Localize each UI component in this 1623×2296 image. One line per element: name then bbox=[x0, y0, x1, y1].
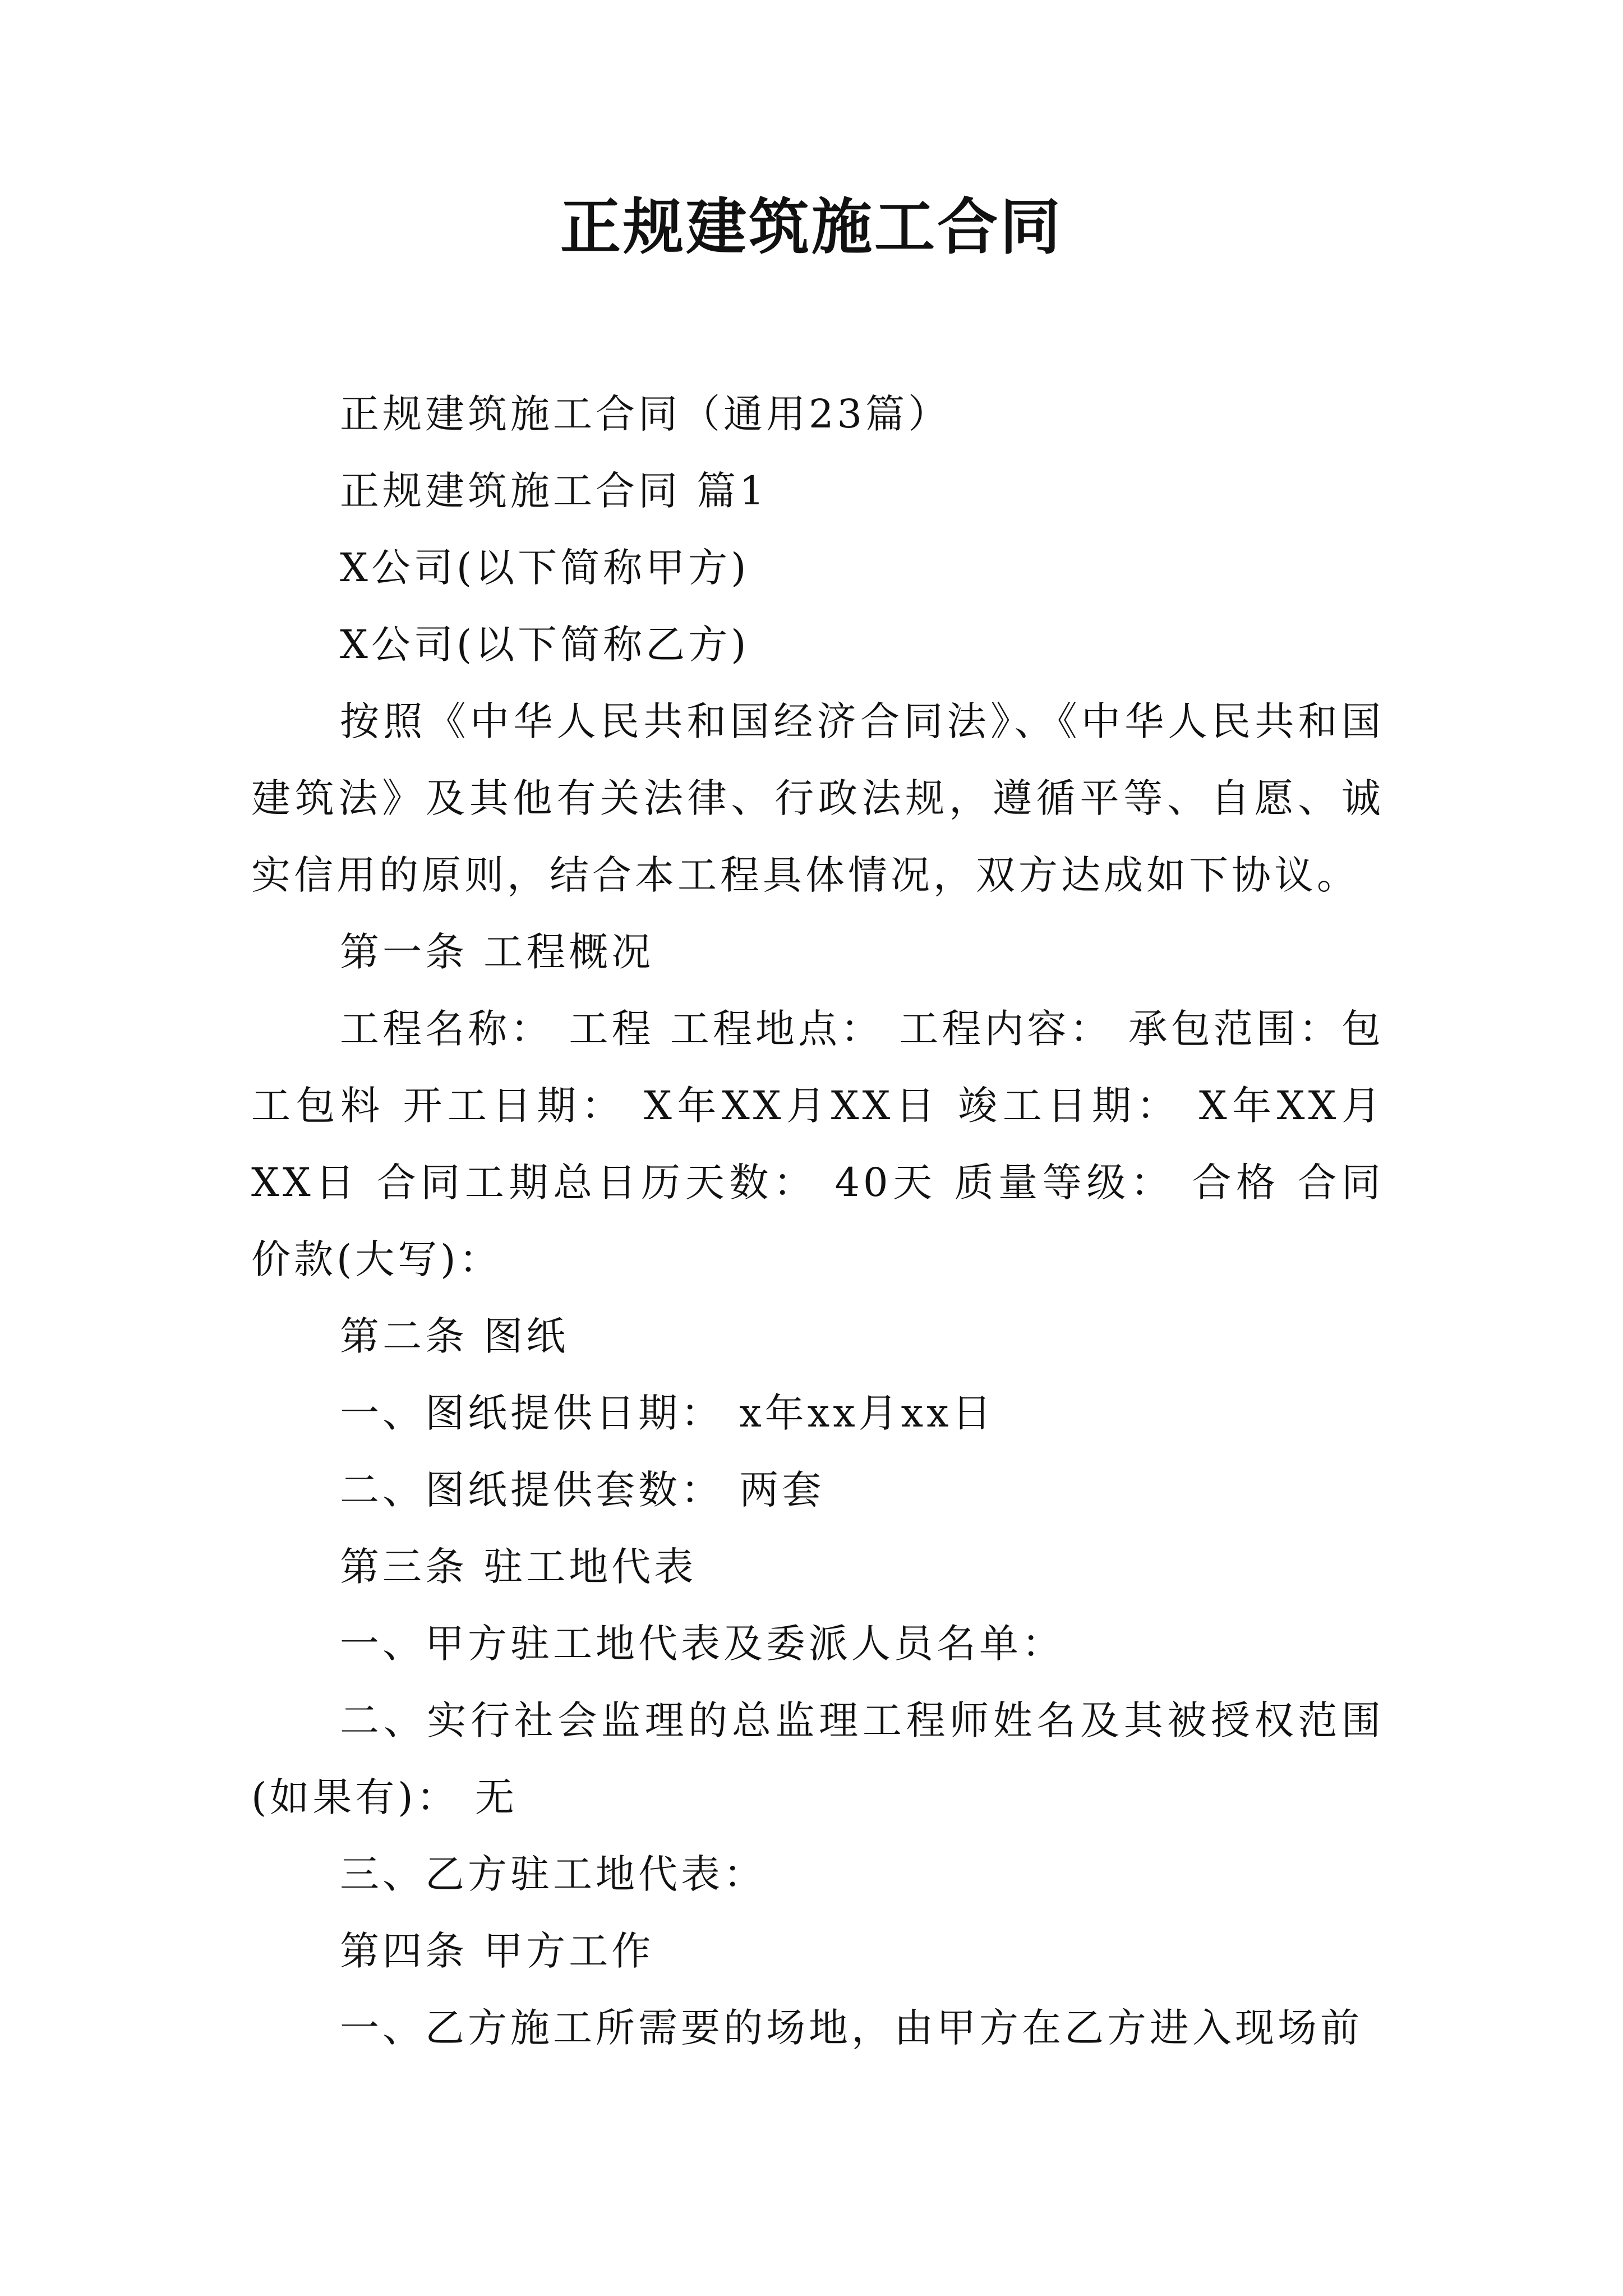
paragraph-preamble: 按照《中华人民共和国经济合同法》、《中华人民共和国建筑法》及其他有关法律、行政法规，遵循平等、自愿、诚实信用的原则，结合本工程具体情况，双方达成如下协议。 bbox=[251, 698, 1384, 898]
paragraph-party-b: X公司(以下简称乙方) bbox=[340, 622, 750, 668]
document-title: 正规建筑施工合同 bbox=[560, 192, 1063, 263]
article-4-item-1: 一、乙方施工所需要的场地，由甲方在乙方进入现场前 bbox=[340, 2005, 1363, 2051]
article-2-item-1: 一、图纸提供日期： x年xx月xx日 bbox=[340, 1390, 995, 1436]
article-2-item-2: 二、图纸提供套数： 两套 bbox=[340, 1467, 825, 1513]
article-2-heading: 第二条 图纸 bbox=[340, 1313, 569, 1359]
paragraph-chapter-heading: 正规建筑施工合同 篇1 bbox=[340, 468, 768, 514]
article-3-item-3: 三、乙方驻工地代表： bbox=[340, 1851, 766, 1897]
paragraph-collection-title: 正规建筑施工合同（通用23篇） bbox=[340, 391, 951, 437]
document-body bbox=[251, 376, 1384, 2067]
article-1-heading: 第一条 工程概况 bbox=[340, 929, 654, 975]
article-3-heading: 第三条 驻工地代表 bbox=[340, 1544, 697, 1590]
paragraph-party-a: X公司(以下简称甲方) bbox=[340, 545, 750, 591]
article-4-heading: 第四条 甲方工作 bbox=[340, 1928, 654, 1974]
article-3-item-2: 二、实行社会监理的总监理工程师姓名及其被授权范围(如果有)： 无 bbox=[251, 1697, 1384, 1820]
article-3-item-1: 一、甲方驻工地代表及委派人员名单： bbox=[340, 1621, 1064, 1667]
article-1-content: 工程名称： 工程 工程地点： 工程内容： 承包范围：包工包料 开工日期： X年XX月XX日 竣工日期： X年XX月XX日 合同工期总日历天数： 40天 质量等级： 合格 合同价款(大写)： bbox=[251, 1006, 1384, 1282]
